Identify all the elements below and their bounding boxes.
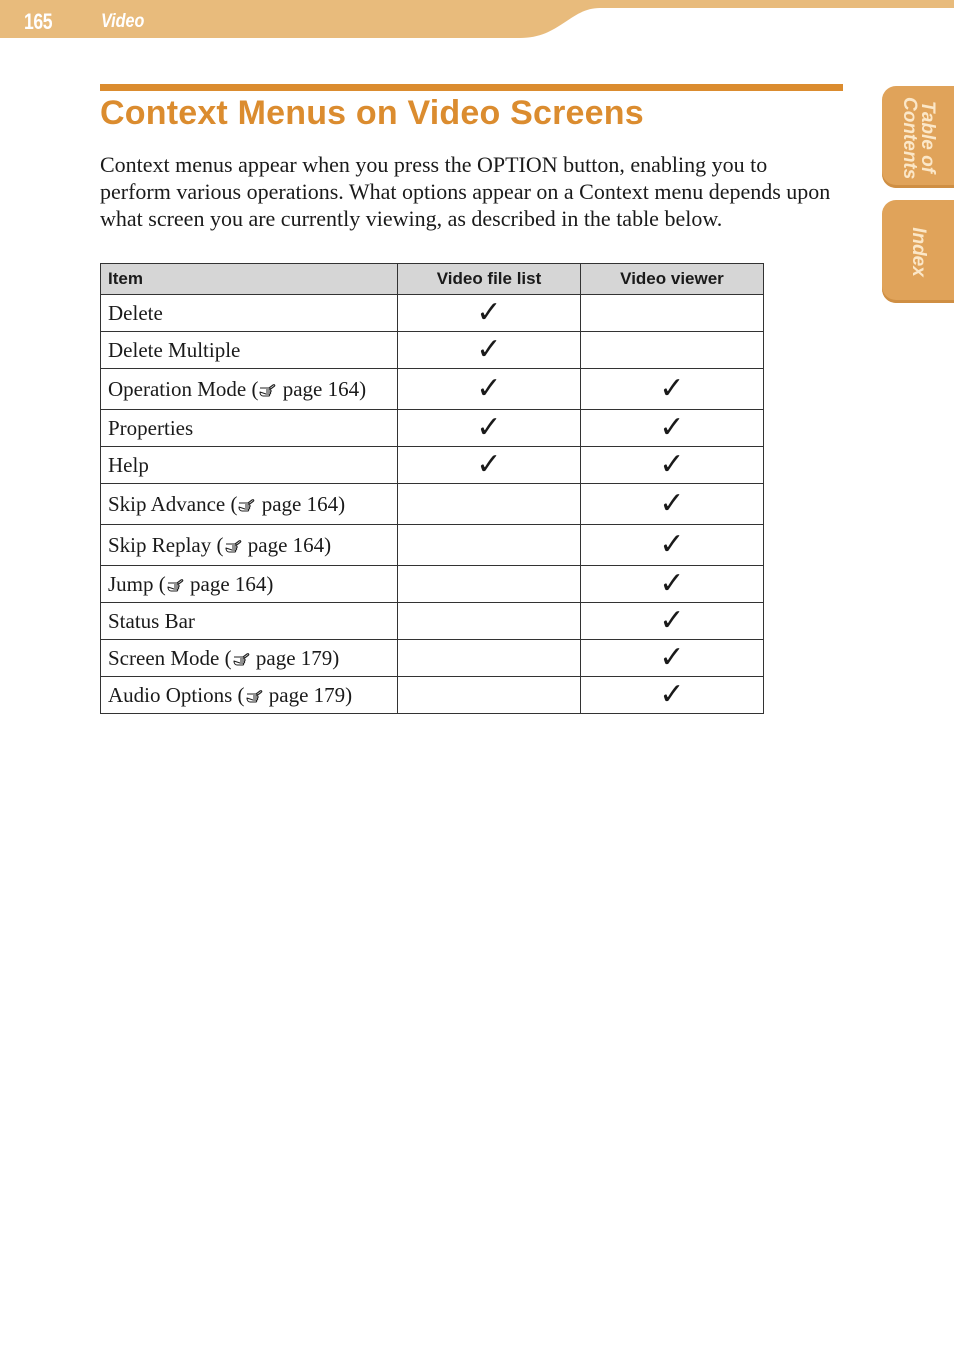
table-header-row (101, 264, 764, 295)
item-label: Operation Mode ( (108, 376, 259, 401)
check-mark-icon: ✓ (476, 333, 502, 366)
table-row (101, 640, 764, 677)
table-cell-file-list (398, 484, 581, 525)
table-row (101, 447, 764, 484)
header-item: Item (101, 264, 398, 295)
table-row (101, 369, 764, 410)
check-mark-icon: ✓ (659, 604, 685, 637)
table-cell-viewer (581, 447, 764, 484)
toc-label-text: Table of Contents (899, 97, 938, 180)
pointing-hand-icon (246, 689, 263, 703)
item-label: Delete Multiple (108, 337, 241, 362)
item-label: Screen Mode ( (108, 645, 232, 670)
page-number: 165 (24, 9, 53, 34)
item-label: Skip Replay ( (108, 532, 224, 557)
item-label: Audio Options ( (108, 682, 245, 707)
pointing-hand-icon (233, 652, 250, 666)
pointing-hand-icon (238, 498, 255, 512)
check-mark-icon: ✓ (476, 411, 502, 444)
table-cell-file-list (398, 295, 581, 332)
item-label: Properties (108, 415, 194, 440)
check-mark-icon: ✓ (476, 372, 502, 405)
check-mark-icon: ✓ (659, 448, 685, 481)
check-mark-icon: ✓ (659, 678, 685, 711)
table-cell-viewer (581, 603, 764, 640)
table-cell-file-list (398, 447, 581, 484)
table-cell-item (101, 566, 398, 603)
table-row (101, 295, 764, 332)
page-reference[interactable]: page 164) (242, 532, 332, 557)
item-label: Status Bar (108, 608, 195, 633)
table-of-contents-tab[interactable] (882, 86, 954, 188)
table-cell-file-list (398, 677, 581, 714)
title-rule (100, 84, 843, 91)
page-reference[interactable]: page 179) (263, 682, 353, 707)
check-mark-icon: ✓ (659, 487, 685, 520)
section-name: Video (101, 11, 145, 32)
page-reference[interactable]: page 179) (250, 645, 340, 670)
header-video-file-list: Video file list (398, 264, 581, 295)
pointing-hand-icon (167, 578, 184, 592)
table-cell-viewer (581, 640, 764, 677)
index-tab-label: Index (908, 226, 929, 277)
check-mark-icon: ✓ (476, 296, 502, 329)
item-label: Skip Advance ( (108, 491, 238, 516)
table-row (101, 484, 764, 525)
table-row (101, 677, 764, 714)
table-row (101, 332, 764, 369)
table-cell-file-list (398, 332, 581, 369)
table-cell-item (101, 640, 398, 677)
intro-paragraph: Context menus appear when you press the OPTION button, enabling you to perform various operations. What options appear on a Context menu depends upon what screen you are currently viewing, as described in the table below. (100, 152, 831, 231)
check-mark-icon: ✓ (659, 528, 685, 561)
table-cell-file-list (398, 525, 581, 566)
table-row (101, 603, 764, 640)
table-cell-file-list (398, 566, 581, 603)
pointing-hand-icon (225, 539, 242, 553)
table-cell-file-list (398, 410, 581, 447)
table-cell-viewer (581, 332, 764, 369)
table-cell-item (101, 295, 398, 332)
table-cell-item (101, 484, 398, 525)
table-row (101, 566, 764, 603)
page-reference[interactable]: page 164) (184, 571, 274, 596)
table-cell-item (101, 369, 398, 410)
check-mark-icon: ✓ (659, 372, 685, 405)
page-title: Context Menus on Video Screens (100, 94, 644, 132)
table-cell-item (101, 677, 398, 714)
table-cell-viewer (581, 295, 764, 332)
table-cell-item (101, 603, 398, 640)
check-mark-icon: ✓ (659, 411, 685, 444)
table-cell-viewer (581, 369, 764, 410)
header-video-viewer: Video viewer (581, 264, 764, 295)
item-label: Delete (108, 300, 163, 325)
table-cell-file-list (398, 369, 581, 410)
table-cell-file-list (398, 603, 581, 640)
pointing-hand-icon (259, 383, 276, 397)
table-row (101, 410, 764, 447)
table-cell-item (101, 525, 398, 566)
table-cell-viewer (581, 410, 764, 447)
item-label: Help (108, 452, 149, 477)
table-cell-viewer (581, 677, 764, 714)
table-cell-viewer (581, 484, 764, 525)
context-menu-table (100, 263, 764, 714)
page-reference[interactable]: page 164) (277, 376, 367, 401)
table-row (101, 525, 764, 566)
check-mark-icon: ✓ (659, 567, 685, 600)
check-mark-icon: ✓ (659, 641, 685, 674)
check-mark-icon: ✓ (476, 448, 502, 481)
table-cell-viewer (581, 525, 764, 566)
page-reference[interactable]: page 164) (256, 491, 346, 516)
table-cell-item (101, 447, 398, 484)
table-cell-file-list (398, 640, 581, 677)
table-of-contents-tab-label (899, 97, 938, 180)
index-tab[interactable] (882, 200, 954, 303)
table-cell-item (101, 410, 398, 447)
item-label: Jump ( (108, 571, 166, 596)
table-cell-viewer (581, 566, 764, 603)
table-cell-item (101, 332, 398, 369)
